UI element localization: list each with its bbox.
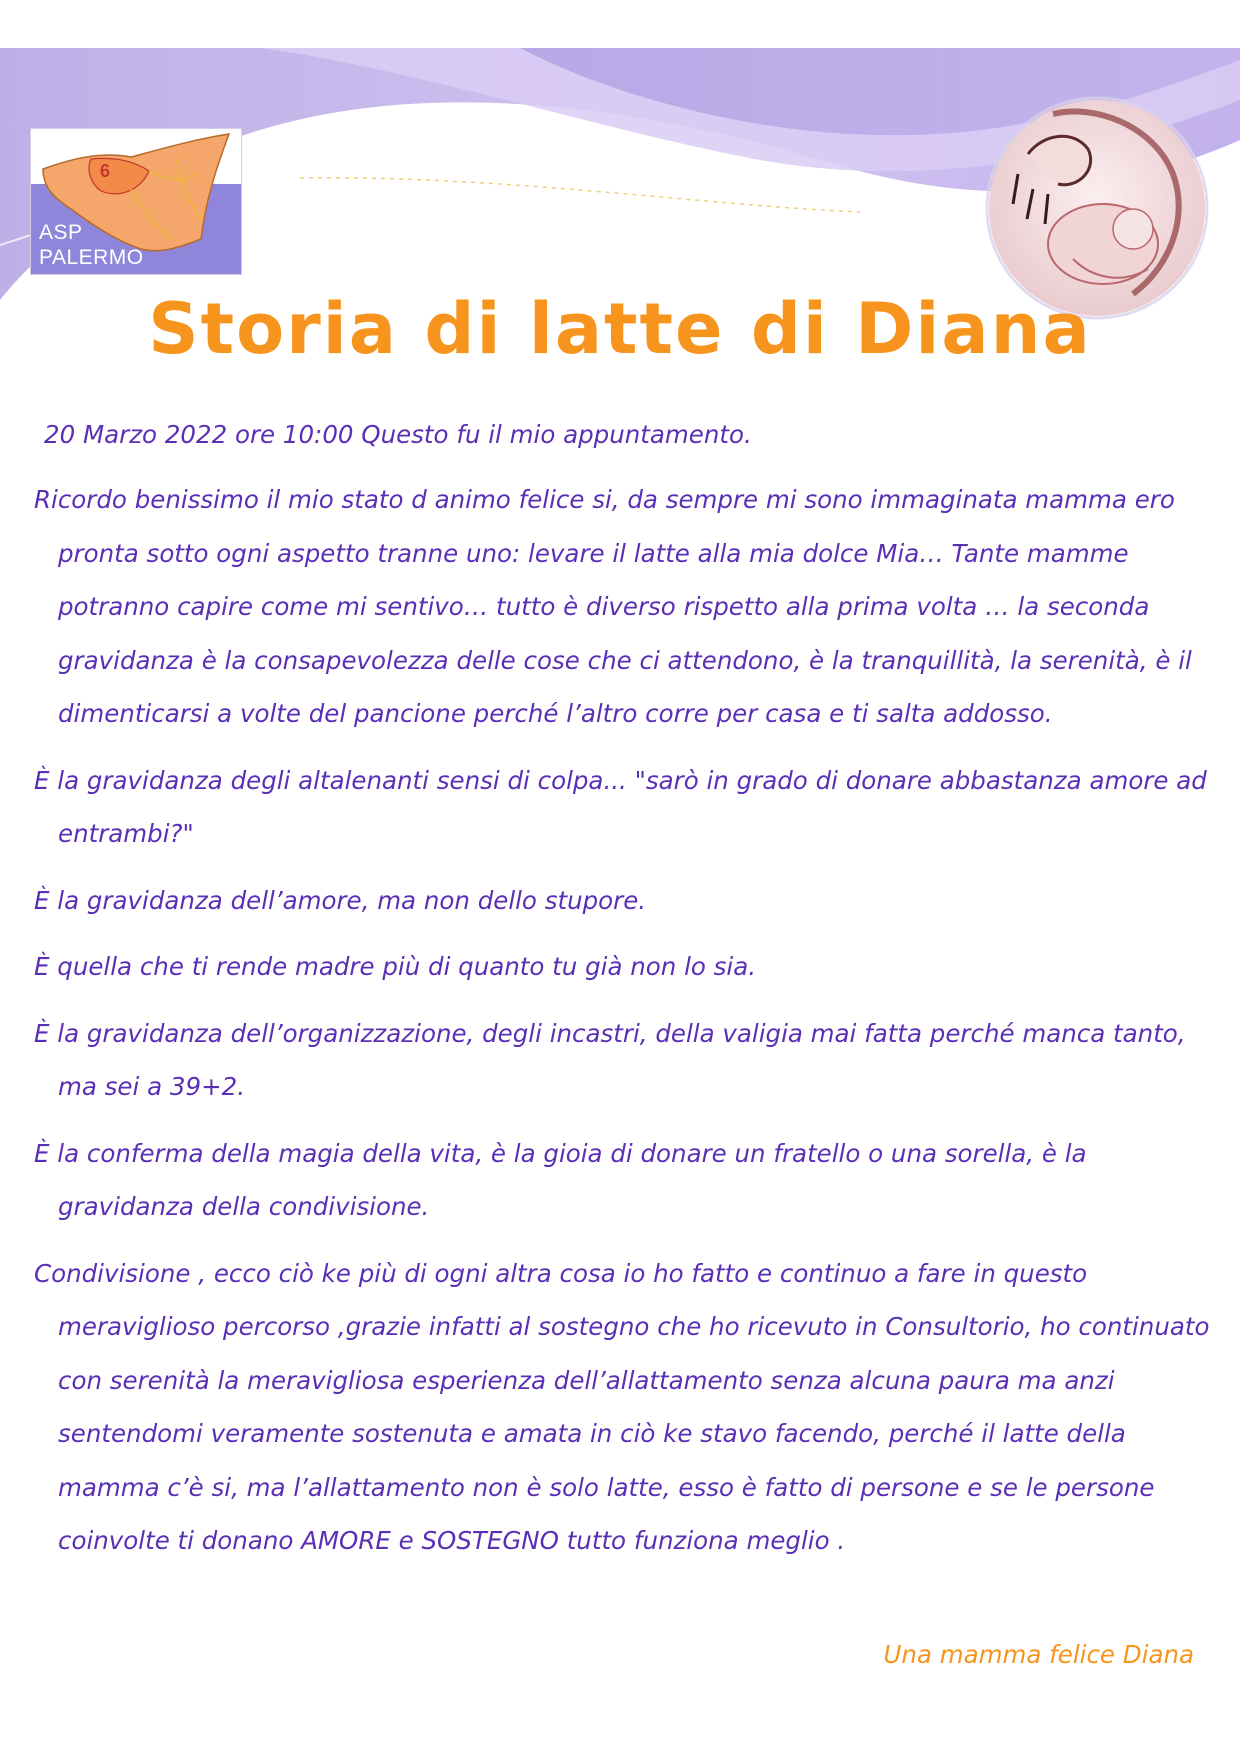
paragraph-2: È la gravidanza degli altalenanti sensi di colpa... "sarò in grado di donare abbastanza amore ad entrambi?" [34, 765, 1207, 848]
logo-line-2: PALERMO [39, 246, 144, 269]
date-line: 20 Marzo 2022 ore 10:00 Questo fu il mio appuntamento. [44, 420, 752, 449]
story-body [34, 415, 1214, 1581]
page-title: Storia di latte di Diana [148, 288, 1092, 370]
paragraph-7: Condivisione , ecco ciò ke più di ogni altra cosa io ho fatto e continuo a fare in questo meraviglioso percorso ,grazie infatti al sostegno che ho ricevuto in Consultorio, ho continuato con serenità la meravigliosa esperienza dell’allattamento senza alcuna paura ma anzi sentendomi veramente sostenuta e amata in ciò ke stavo facendo, perché il latte della mamma c’è si, ma l’allattamento non è solo latte, esso è fatto di persone e se le persone coinvolte ti donano AMORE e SOSTEGNO tutto funziona meglio . [34, 1258, 1210, 1555]
paragraph-1: Ricordo benissimo il mio stato d animo felice si, da sempre mi sono immaginata mamma ero pronta sotto ogni aspetto tranne uno: levare il latte alla mia dolce Mia… Tante mamme potranno capire come mi sentivo… tutto è diverso rispetto alla prima volta … la seconda gravidanza è la consapevolezza delle cose che ci attendono, è la tranquillità, la serenità, è il dimenticarsi a volte del pancione perché l’altro corre per casa e ti salta addosso. [34, 485, 1192, 728]
asp-palermo-logo [30, 128, 242, 275]
paragraph-5: È la gravidanza dell’organizzazione, degli incastri, della valigia mai fatta perché manca tanto, ma sei a 39+2. [34, 1018, 1186, 1101]
logo-line-1: ASP [39, 221, 83, 244]
paragraph-4: È quella che ti rende madre più di quanto tu già non lo sia. [34, 952, 757, 981]
paragraph-6: È la conferma della magia della vita, è la gioia di donare un fratello o una sorella, è la gravidanza della condivisione. [34, 1138, 1087, 1221]
paragraph-3: È la gravidanza dell’amore, ma non dello stupore. [34, 885, 647, 915]
logo-text [39, 220, 144, 270]
district-number: 6 [100, 161, 111, 181]
signature: Una mamma felice Diana [883, 1640, 1194, 1669]
